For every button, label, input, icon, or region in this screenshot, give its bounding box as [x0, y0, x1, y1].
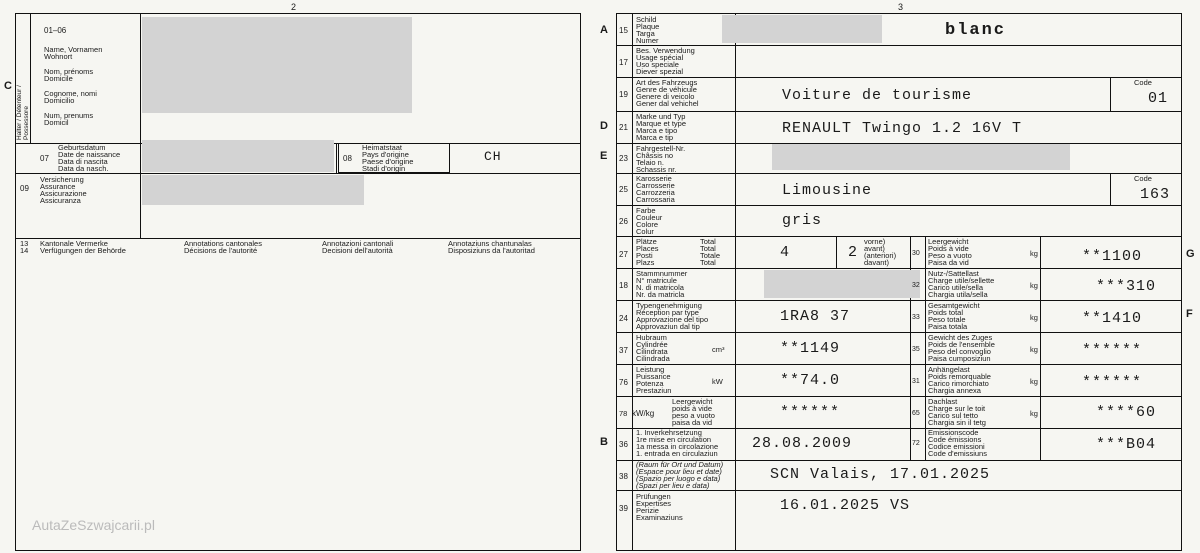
row-01-06-label: 01–06: [44, 26, 67, 35]
row-38-label: (Raum für Ort und Datum) (Espace pour lieu et date) (Spazio per luogo e data) (Spazi per lieu e data): [636, 460, 724, 490]
row-15-label: Schild Plaque Targa Numer: [636, 15, 660, 45]
watermark: AutaZeSzwajcarii.pl: [32, 517, 155, 533]
marker-e: E: [600, 150, 608, 162]
row-32-unit: kg: [1030, 281, 1038, 290]
row-19-label: Art des Fahrzeugs Genre de véhicule Genere di veicolo Gener dal vehichel: [636, 78, 699, 108]
section-letter-c: C: [4, 80, 12, 92]
row-23-num: 23: [619, 154, 628, 163]
annotations-fr: Annotations cantonales Décisions de l'autorité: [184, 239, 262, 255]
seats-total: 4: [780, 244, 791, 261]
row-36-label: 1. Inverkehrsetzung 1re mise en circulation 1a messa in circolazione 1. entrada en circulaziun: [636, 428, 719, 458]
redacted-birth-date: [142, 140, 334, 172]
row-31-label: Anhängelast Poids remorquable Carico rimorchiato Chargia annexa: [928, 365, 991, 395]
origin-num: 08: [343, 154, 352, 163]
payload-value: ***310: [1096, 278, 1157, 295]
row-37-label: Hubraum Cylindrée Cilindrata Cilindrada: [636, 333, 670, 363]
row-31-unit: kg: [1030, 377, 1038, 386]
body-code: 163: [1140, 186, 1171, 203]
row-21-num: 21: [619, 123, 628, 132]
row-17-label: Bes. Verwendung Usage spécial Uso speciale Diever spezial: [636, 46, 695, 76]
row-18-num: 18: [619, 281, 628, 290]
train-weight-value: ******: [1082, 342, 1143, 359]
row-19-code-label: Code: [1134, 78, 1152, 87]
marker-f: F: [1186, 308, 1193, 320]
row-72-num: 72: [912, 440, 920, 447]
seats-front-label: vorne) avant) (anteriori) davant): [864, 237, 897, 267]
row-21-label: Marke und Typ Marque et type Marca e tipo Marca e tip: [636, 112, 687, 142]
color-value: gris: [782, 212, 823, 229]
total-weight-value: **1410: [1082, 310, 1143, 327]
name-label-de: Name, Vornamen Wohnort: [44, 45, 103, 61]
row-30-label: Leergewicht Poids à vide Peso a vuoto Paisa da vid: [928, 237, 972, 267]
row-24-label: Typengenehmigung Réception par type Approvazione del tipo Approvaziun dal tip: [636, 301, 709, 331]
row-37-num: 37: [619, 346, 628, 355]
row-17-num: 17: [619, 58, 628, 67]
vehicle-type-value: Voiture de tourisme: [782, 87, 973, 104]
row-31-num: 31: [912, 378, 920, 385]
row-65-num: 65: [912, 410, 920, 417]
seats-label-total: Total Total Totale Total: [700, 237, 721, 267]
row-37-unit: cm³: [712, 345, 725, 354]
birth-num: 07: [40, 154, 49, 163]
row-24-num: 24: [619, 314, 628, 323]
origin-value: CH: [484, 149, 502, 164]
row-32-label: Nutz-/Sattellast Charge utile/sellette Carico utile/sella Chargia utila/sella: [928, 269, 995, 299]
annotations-it: Annotazioni cantonali Decisioni dell'autorità: [322, 239, 394, 255]
first-registration-value: 28.08.2009: [752, 435, 853, 452]
row-33-unit: kg: [1030, 313, 1038, 322]
row-27-num: 27: [619, 250, 628, 259]
redacted-chassis-number: [772, 144, 1070, 170]
place-date-value: SCN Valais, 17.01.2025: [770, 466, 991, 483]
type-approval-value: 1RA8 37: [780, 308, 851, 325]
empty-weight-value: **1100: [1082, 248, 1143, 265]
redacted-matricule: [764, 270, 920, 298]
marker-d: D: [600, 120, 608, 132]
annotations-rm: Annotaziuns chantunalas Disposiziuns da l'autoritad: [448, 239, 535, 255]
left-page-number: 2: [291, 2, 297, 12]
marker-g: G: [1186, 248, 1195, 260]
row-35-num: 35: [912, 346, 920, 353]
vehicle-type-code: 01: [1148, 90, 1169, 107]
row-35-unit: kg: [1030, 345, 1038, 354]
row-25-num: 25: [619, 185, 628, 194]
row-76-unit: kW: [712, 377, 723, 386]
row-38-num: 38: [619, 472, 628, 481]
name-label-fr: Nom, prénoms Domicile: [44, 67, 94, 83]
row-36-num: 36: [619, 440, 628, 449]
row-35-label: Gewicht des Zuges Poids de l'ensemble Peso del convoglio Paisa cumposiziun: [928, 333, 995, 363]
row-65-unit: kg: [1030, 409, 1038, 418]
redacted-name-block: [142, 17, 412, 113]
row-76-label: Leistung Puissance Potenza Prestaziun: [636, 365, 672, 395]
row-25-label: Karosserie Carrosserie Carrozzeria Carrossaria: [636, 174, 675, 204]
displacement-value: **1149: [780, 340, 841, 357]
row-26-num: 26: [619, 217, 628, 226]
origin-labels: Heimatstaat Pays d'origine Paese d'origine Stadi d'origin: [362, 143, 414, 173]
towable-weight-value: ******: [1082, 374, 1143, 391]
annotations-de: Kantonale Vermerke Verfügungen der Behörde: [40, 239, 126, 255]
row-23-label: Fahrgestell-Nr. Châssis no Telaio n. Schassis nr.: [636, 144, 686, 174]
plate-value: blanc: [945, 21, 1007, 40]
roof-load-value: ****60: [1096, 404, 1157, 421]
marker-b: B: [600, 436, 608, 448]
inspection-value: 16.01.2025 VS: [780, 497, 911, 514]
seats-front: 2: [848, 244, 859, 261]
right-page-number: 3: [898, 2, 904, 12]
body-value: Limousine: [782, 182, 873, 199]
row-15-num: 15: [619, 26, 628, 35]
power-value: **74.0: [780, 372, 841, 389]
annotations-nums: 13 14: [20, 239, 29, 255]
row-72-label: Emissionscode Code émissions Codice emissioni Code d'emissiuns: [928, 428, 987, 458]
row-30-num: 30: [912, 250, 920, 257]
row-33-label: Gesamtgewicht Poids total Peso totale Paisa totala: [928, 301, 980, 331]
seats-label: Plätze Places Posti Plazs: [636, 237, 659, 267]
holder-side-label: Halter / Détenteur / Possessore: [16, 85, 30, 140]
emission-code-value: ***B04: [1096, 436, 1157, 453]
name-label-it: Cognome, nomi Domicilio: [44, 89, 97, 105]
redacted-plate-number: [722, 15, 882, 43]
redacted-insurance: [142, 175, 364, 205]
row-78-unit: kW/kg: [632, 409, 655, 418]
row-25-code-label: Code: [1134, 174, 1152, 183]
row-78-num: 78: [619, 409, 628, 418]
row-33-num: 33: [912, 314, 920, 321]
insurance-labels: Versicherung Assurance Assicurazione Assicuranza: [40, 175, 87, 205]
name-label-rm: Num, prenums Domicil: [44, 111, 94, 127]
row-26-label: Farbe Couleur Colore Colur: [636, 206, 663, 236]
row-32-num: 32: [912, 282, 920, 289]
make-model-value: RENAULT Twingo 1.2 16V T: [782, 120, 1023, 137]
row-65-label: Dachlast Charge sur le toit Carico sul tetto Chargia sin il tetg: [928, 397, 986, 427]
row-39-label: Prüfungen Expertises Perizie Examinaziuns: [636, 492, 683, 522]
row-19-num: 19: [619, 90, 628, 99]
row-39-num: 39: [619, 504, 628, 513]
marker-a: A: [600, 24, 608, 36]
insurance-num: 09: [20, 184, 29, 193]
row-18-label: Stammnummer N° matricule N. di matricola Nr. da matricla: [636, 269, 688, 299]
row-30-unit: kg: [1030, 249, 1038, 258]
row-76-num: 76: [619, 378, 628, 387]
birth-labels: Geburtsdatum Date de naissance Data di nascita Data da nasch.: [58, 143, 121, 173]
power-weight-value: ******: [780, 404, 841, 421]
row-78-label: Leergewicht poids à vide peso a vuoto paisa da vid: [672, 397, 715, 427]
